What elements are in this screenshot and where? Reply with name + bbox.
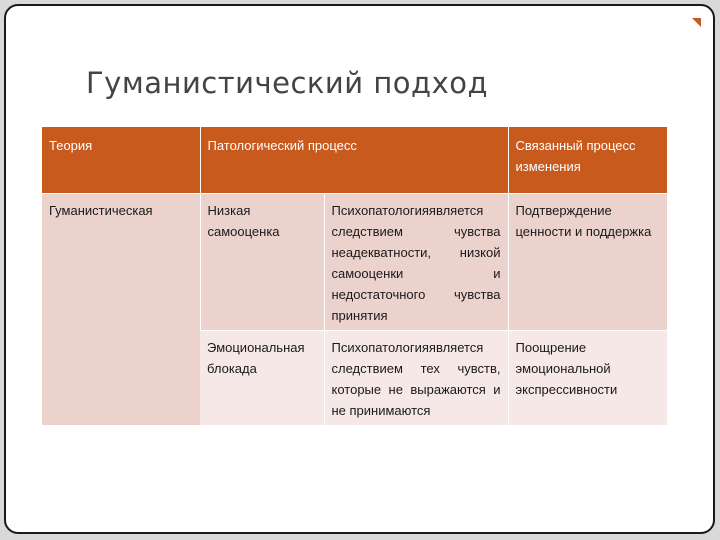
slide-title: Гуманистический подход <box>86 66 489 100</box>
cell-description: Психопатологияявляется следствием тех чувств, которые не выражаются и не принимаются <box>324 330 508 425</box>
header-change-process: Связанный процесс изменения <box>508 127 667 193</box>
header-theory: Теория <box>42 127 200 193</box>
cell-change-process: Поощрение эмоциональной экспрессивности <box>508 330 667 425</box>
header-pathology: Патологический процесс <box>200 127 508 193</box>
cell-description: Психопатологияявляется следствием чувства неадекватности, низкой самооценки и недостаточного чувства принятия <box>324 193 508 330</box>
theory-table <box>42 127 667 426</box>
cell-pathology: Эмоциональная блокада <box>200 330 324 425</box>
cell-theory: Гуманистическая <box>42 193 200 425</box>
slide-frame <box>4 4 715 534</box>
cell-change-process: Подтверждение ценности и поддержка <box>508 193 667 330</box>
corner-accent <box>692 18 701 27</box>
cell-pathology: Низкая самооценка <box>200 193 324 330</box>
table-row <box>42 193 667 330</box>
table-header-row <box>42 127 667 193</box>
